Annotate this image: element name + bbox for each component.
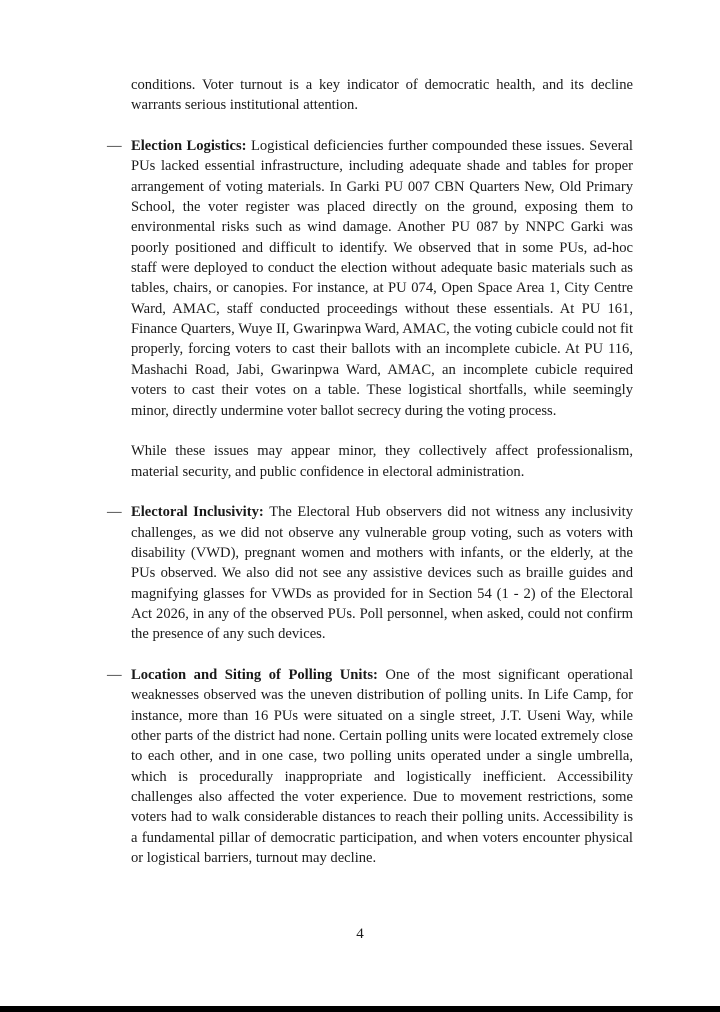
item-heading: Location and Siting of Polling Units: [131, 666, 386, 683]
dash-bullet: — [107, 666, 122, 683]
list-item-electoral-inclusivity [107, 502, 633, 644]
list-item-location-siting [107, 665, 634, 868]
page-bottom-border [0, 1006, 720, 1012]
middle-paragraph: While these issues may appear minor, they collectively affect professionalism, material security, and public confidence in electoral administration. [131, 443, 633, 480]
list-item-election-logistics [107, 136, 633, 421]
page-number: 4 [356, 926, 364, 942]
item-body: Logistical deficiencies further compounded these issues. Several PUs lacked essential infrastructure, including adequate shade and tables for proper arrangement of voting materials. In Garki PU 007 CBN Quarters New, Old Primary School, the voter register was placed directly on the ground, exposing them to environmental risks such as wind damage. Another PU 087 by NNPC Garki was poorly positioned and difficult to identify. We observed that in some PUs, ad-hoc staff were deployed to conduct the election without adequate basic materials such as tables, chairs, or canopies. For instance, at PU 074, Open Space Area 1, City Centre Ward, AMAC, staff conducted proceedings without these essentials. At PU 161, Finance Quarters, Wuye II, Gwarinpwa Ward, AMAC, the voting cubicle could not fit properly, forcing voters to cast their ballots with an incomplete cubicle. At PU 116, Mashachi Road, Jabi, Gwarinpwa Ward, AMAC, an incomplete cubicle required voters to cast their votes on a table. These logistical shortfalls, while seemingly minor, directly undermine voter ballot secrecy during the voting process. [131, 138, 633, 419]
dash-bullet: — [107, 138, 122, 155]
dash-bullet: — [107, 504, 122, 521]
item-body: One of the most significant operational weaknesses observed was the uneven distribution of polling units. In Life Camp, for instance, more than 16 PUs were situated on a single street, J.T. Useni Way, while other parts of the district had none. Certain polling units were located extremely close to each other, and in one case, two polling units operated under a single umbrella, which is procedurally inappropriate and logistically inefficient. Accessibility challenges also affected the voter experience. Due to movement restrictions, some voters had to walk considerable distances to reach their polling units. Accessibility is a fundamental pillar of democratic participation, and when voters encounter physical or logistical barriers, turnout may decline. [131, 666, 634, 867]
intro-paragraph: conditions. Voter turnout is a key indicator of democratic health, and its decline warrants serious institutional attention. [131, 77, 633, 114]
item-heading: Electoral Inclusivity: [131, 504, 270, 521]
item-heading: Election Logistics: [131, 138, 251, 155]
page-body [107, 75, 634, 889]
item-body: The Electoral Hub observers did not witness any inclusivity challenges, as we did not observe any vulnerable group voting, such as voters with disability (VWD), pregnant women and mothers with infants, or the elderly, at the PUs observed. We also did not see any assistive devices such as braille guides and magnifying glasses for VWDs as provided for in Section 54 (1 - 2) of the Electoral Act 2026, in any of the observed PUs. Poll personnel, when asked, could not confirm the presence of any such devices. [131, 504, 633, 643]
